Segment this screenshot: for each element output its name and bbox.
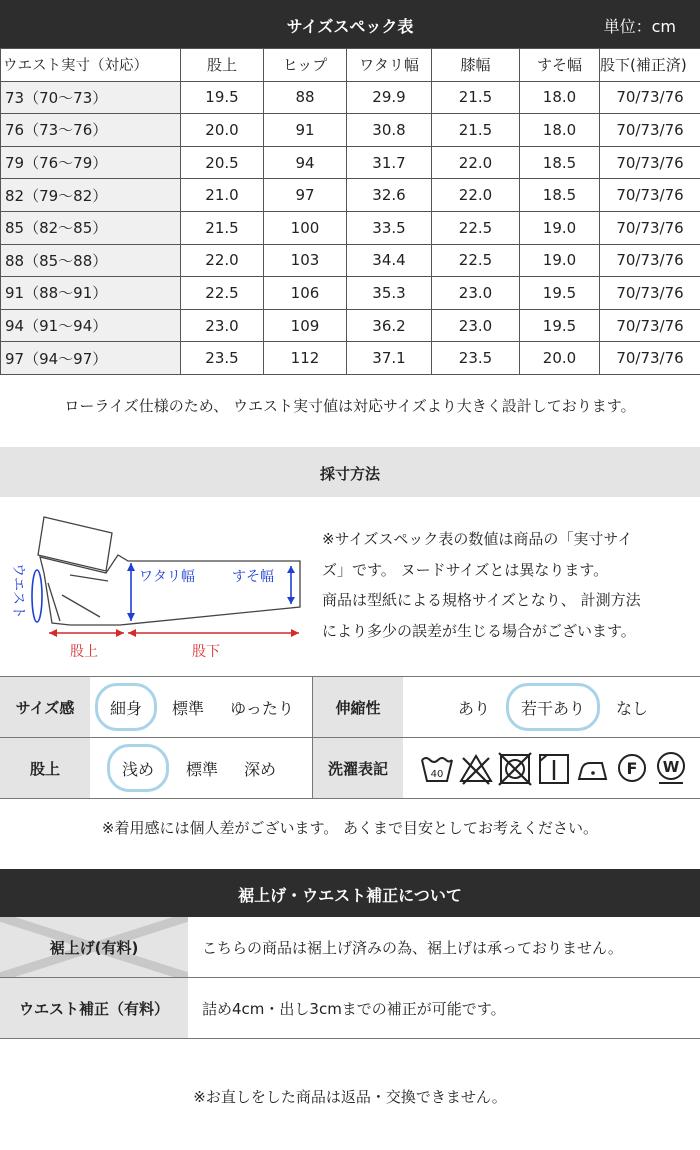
spec-value-cell: 34.4 [347, 244, 432, 277]
spec-value-cell: 23.0 [181, 309, 264, 342]
spec-value-cell: 106 [264, 277, 347, 310]
spec-value-cell: 19.0 [520, 211, 600, 244]
dry-clean-f-icon [615, 748, 649, 788]
spec-value-cell: 70/73/76 [600, 146, 700, 179]
table-row [1, 244, 700, 277]
spec-value-cell: 22.0 [432, 146, 520, 179]
spec-value-cell: 22.5 [432, 211, 520, 244]
no-bleach-icon [459, 748, 493, 788]
spec-value-cell: 21.5 [432, 81, 520, 114]
spec-value-cell: 20.5 [181, 146, 264, 179]
wet-clean-letter: W [662, 758, 680, 776]
alteration-row-hem [0, 917, 700, 978]
measure-text-line: ※サイズスペック表の数値は商品の「実寸サイ [322, 530, 633, 548]
fit-row-rise-wash [0, 738, 700, 799]
spec-value-cell: 103 [264, 244, 347, 277]
iron-low-icon [576, 748, 610, 788]
stretch-label: 伸縮性 [313, 677, 403, 737]
table-row [1, 179, 700, 212]
stretch-option-none: なし [615, 698, 648, 718]
diagram-mataue-label: 股上 [70, 644, 98, 660]
spec-value-cell: 112 [264, 342, 347, 375]
spec-value-cell: 18.5 [520, 179, 600, 212]
rise-option-high: 深め [243, 759, 276, 779]
spec-value-cell: 94 [264, 146, 347, 179]
spec-value-cell: 22.5 [432, 244, 520, 277]
diagram-waist-label: ウエスト [10, 563, 26, 619]
hem-label-cell [0, 917, 188, 977]
hem-label: 裾上げ(有料) [49, 938, 139, 957]
spec-value-cell: 88 [264, 81, 347, 114]
waist-size-cell: 91（88〜91） [1, 277, 181, 310]
spec-value-cell: 23.5 [432, 342, 520, 375]
col-header-knee: 膝幅 [432, 49, 520, 82]
spec-value-cell: 18.5 [520, 146, 600, 179]
spec-header-bar [0, 0, 700, 48]
dry-clean-letter: F [626, 759, 638, 778]
spec-note: ローライズ仕様のため、 ウエスト実寸値は対応サイズより大きく設計しております。 [64, 397, 636, 415]
no-tumble-dry-icon [498, 748, 532, 788]
spec-value-cell: 21.5 [181, 211, 264, 244]
spec-value-cell: 21.5 [432, 114, 520, 147]
spec-value-cell: 70/73/76 [600, 179, 700, 212]
measure-description [322, 524, 692, 646]
spec-value-cell: 70/73/76 [600, 81, 700, 114]
spec-value-cell: 29.9 [347, 81, 432, 114]
hem-header-bar [0, 869, 700, 917]
spec-value-cell: 32.6 [347, 179, 432, 212]
spec-value-cell: 22.0 [181, 244, 264, 277]
waist-size-cell: 85（82〜85） [1, 211, 181, 244]
spec-value-cell: 30.8 [347, 114, 432, 147]
spec-value-cell: 19.5 [520, 309, 600, 342]
spec-value-cell: 70/73/76 [600, 309, 700, 342]
line-dry-shade-icon [537, 748, 571, 788]
waist-measure-mark [32, 570, 42, 622]
spec-value-cell: 22.0 [432, 179, 520, 212]
waist-alter-text: 詰め4cm・出し3cmまでの補正が可能です。 [202, 999, 506, 1018]
waist-size-cell: 97（94〜97） [1, 342, 181, 375]
pants-waistband-outline [38, 517, 112, 571]
stretch-option-slight: 若干あり [509, 677, 597, 737]
diagram-suso-label: すそ幅 [232, 569, 274, 585]
spec-value-cell: 100 [264, 211, 347, 244]
spec-value-cell: 21.0 [181, 179, 264, 212]
unit-label: 単位：cm [603, 17, 676, 36]
spec-value-cell: 70/73/76 [600, 277, 700, 310]
spec-value-cell: 70/73/76 [600, 342, 700, 375]
table-row [1, 342, 700, 375]
spec-value-cell: 20.0 [181, 114, 264, 147]
spec-value-cell: 23.0 [432, 309, 520, 342]
fit-note: ※着用感には個人差がございます。 あくまで目安としてお考えください。 [101, 819, 599, 837]
diagram-matashita-label: 股下 [192, 644, 220, 660]
col-header-thigh: ワタリ幅 [347, 49, 432, 82]
size-spec-table [0, 48, 700, 375]
spec-value-cell: 18.0 [520, 81, 600, 114]
pants-measurement-diagram [0, 505, 310, 670]
spec-value-cell: 109 [264, 309, 347, 342]
hem-text: こちらの商品は裾上げ済みの為、裾上げは承っておりません。 [202, 938, 623, 957]
spec-value-cell: 31.7 [347, 146, 432, 179]
measure-text-line: により多少の誤差が生じる場合がございます。 [322, 621, 636, 640]
size-option-standard: 標準 [171, 698, 204, 718]
waist-alter-label: ウエスト補正（有料） [0, 978, 188, 1038]
size-feel-label: サイズ感 [0, 677, 90, 737]
stretch-option-yes: あり [457, 698, 490, 718]
spec-value-cell: 23.5 [181, 342, 264, 375]
spec-value-cell: 23.0 [432, 277, 520, 310]
spec-value-cell: 97 [264, 179, 347, 212]
hem-title: 裾上げ・ウエスト補正について [238, 886, 462, 905]
fit-feel-table [0, 676, 700, 799]
wash-label: 洗濯表記 [313, 738, 403, 798]
spec-value-cell: 20.0 [520, 342, 600, 375]
measure-title-band [0, 447, 700, 497]
spec-value-cell: 36.2 [347, 309, 432, 342]
measure-text-line: ズ」です。 ヌードサイズとは異なります。 [322, 560, 609, 579]
table-row [1, 114, 700, 147]
spec-value-cell: 19.0 [520, 244, 600, 277]
spec-value-cell: 19.5 [181, 81, 264, 114]
col-header-rise: 股上 [181, 49, 264, 82]
spec-title: サイズスペック表 [286, 17, 414, 36]
col-header-inseam: 股下(補正済) [600, 49, 700, 82]
waist-size-cell: 94（91〜94） [1, 309, 181, 342]
spec-value-cell: 70/73/76 [600, 244, 700, 277]
spec-value-cell: 70/73/76 [600, 114, 700, 147]
waist-size-cell: 82（79〜82） [1, 179, 181, 212]
spec-value-cell: 18.0 [520, 114, 600, 147]
table-row [1, 277, 700, 310]
pants-outline [40, 555, 300, 625]
fit-row-size-stretch [0, 677, 700, 738]
alteration-note: ※お直しをした商品は返品・交換できません。 [193, 1088, 507, 1106]
table-row [1, 81, 700, 114]
spec-header-row [1, 49, 700, 82]
rise-option-low: 浅め [110, 738, 166, 798]
wash-40-icon [420, 748, 454, 788]
table-row [1, 309, 700, 342]
spec-value-cell: 19.5 [520, 277, 600, 310]
waist-size-cell: 88（85〜88） [1, 244, 181, 277]
waist-size-cell: 79（76〜79） [1, 146, 181, 179]
spec-value-cell: 91 [264, 114, 347, 147]
col-header-waist: ウエスト実寸（対応） [1, 49, 181, 82]
rise-option-standard: 標準 [185, 759, 218, 779]
measure-title: 採寸方法 [319, 465, 380, 483]
diagram-watari-label: ワタリ幅 [139, 569, 195, 585]
waist-size-cell: 76（73〜76） [1, 114, 181, 147]
measure-text-line: 商品は型紙による規格サイズとなり、 計測方法 [322, 591, 641, 609]
waist-size-cell: 73（70〜73） [1, 81, 181, 114]
wash-temp-label: 40 [430, 769, 444, 780]
col-header-hem: すそ幅 [520, 49, 600, 82]
spec-value-cell: 33.5 [347, 211, 432, 244]
spec-value-cell: 37.1 [347, 342, 432, 375]
wet-clean-w-icon [654, 748, 688, 788]
table-row [1, 146, 700, 179]
table-row [1, 211, 700, 244]
spec-value-cell: 35.3 [347, 277, 432, 310]
rise-label: 股上 [0, 738, 90, 798]
size-option-slim: 細身 [98, 677, 154, 737]
spec-value-cell: 22.5 [181, 277, 264, 310]
alteration-row-waist [0, 978, 700, 1039]
size-option-loose: ゆったり [230, 698, 294, 718]
spec-value-cell: 70/73/76 [600, 211, 700, 244]
col-header-hip: ヒップ [264, 49, 347, 82]
